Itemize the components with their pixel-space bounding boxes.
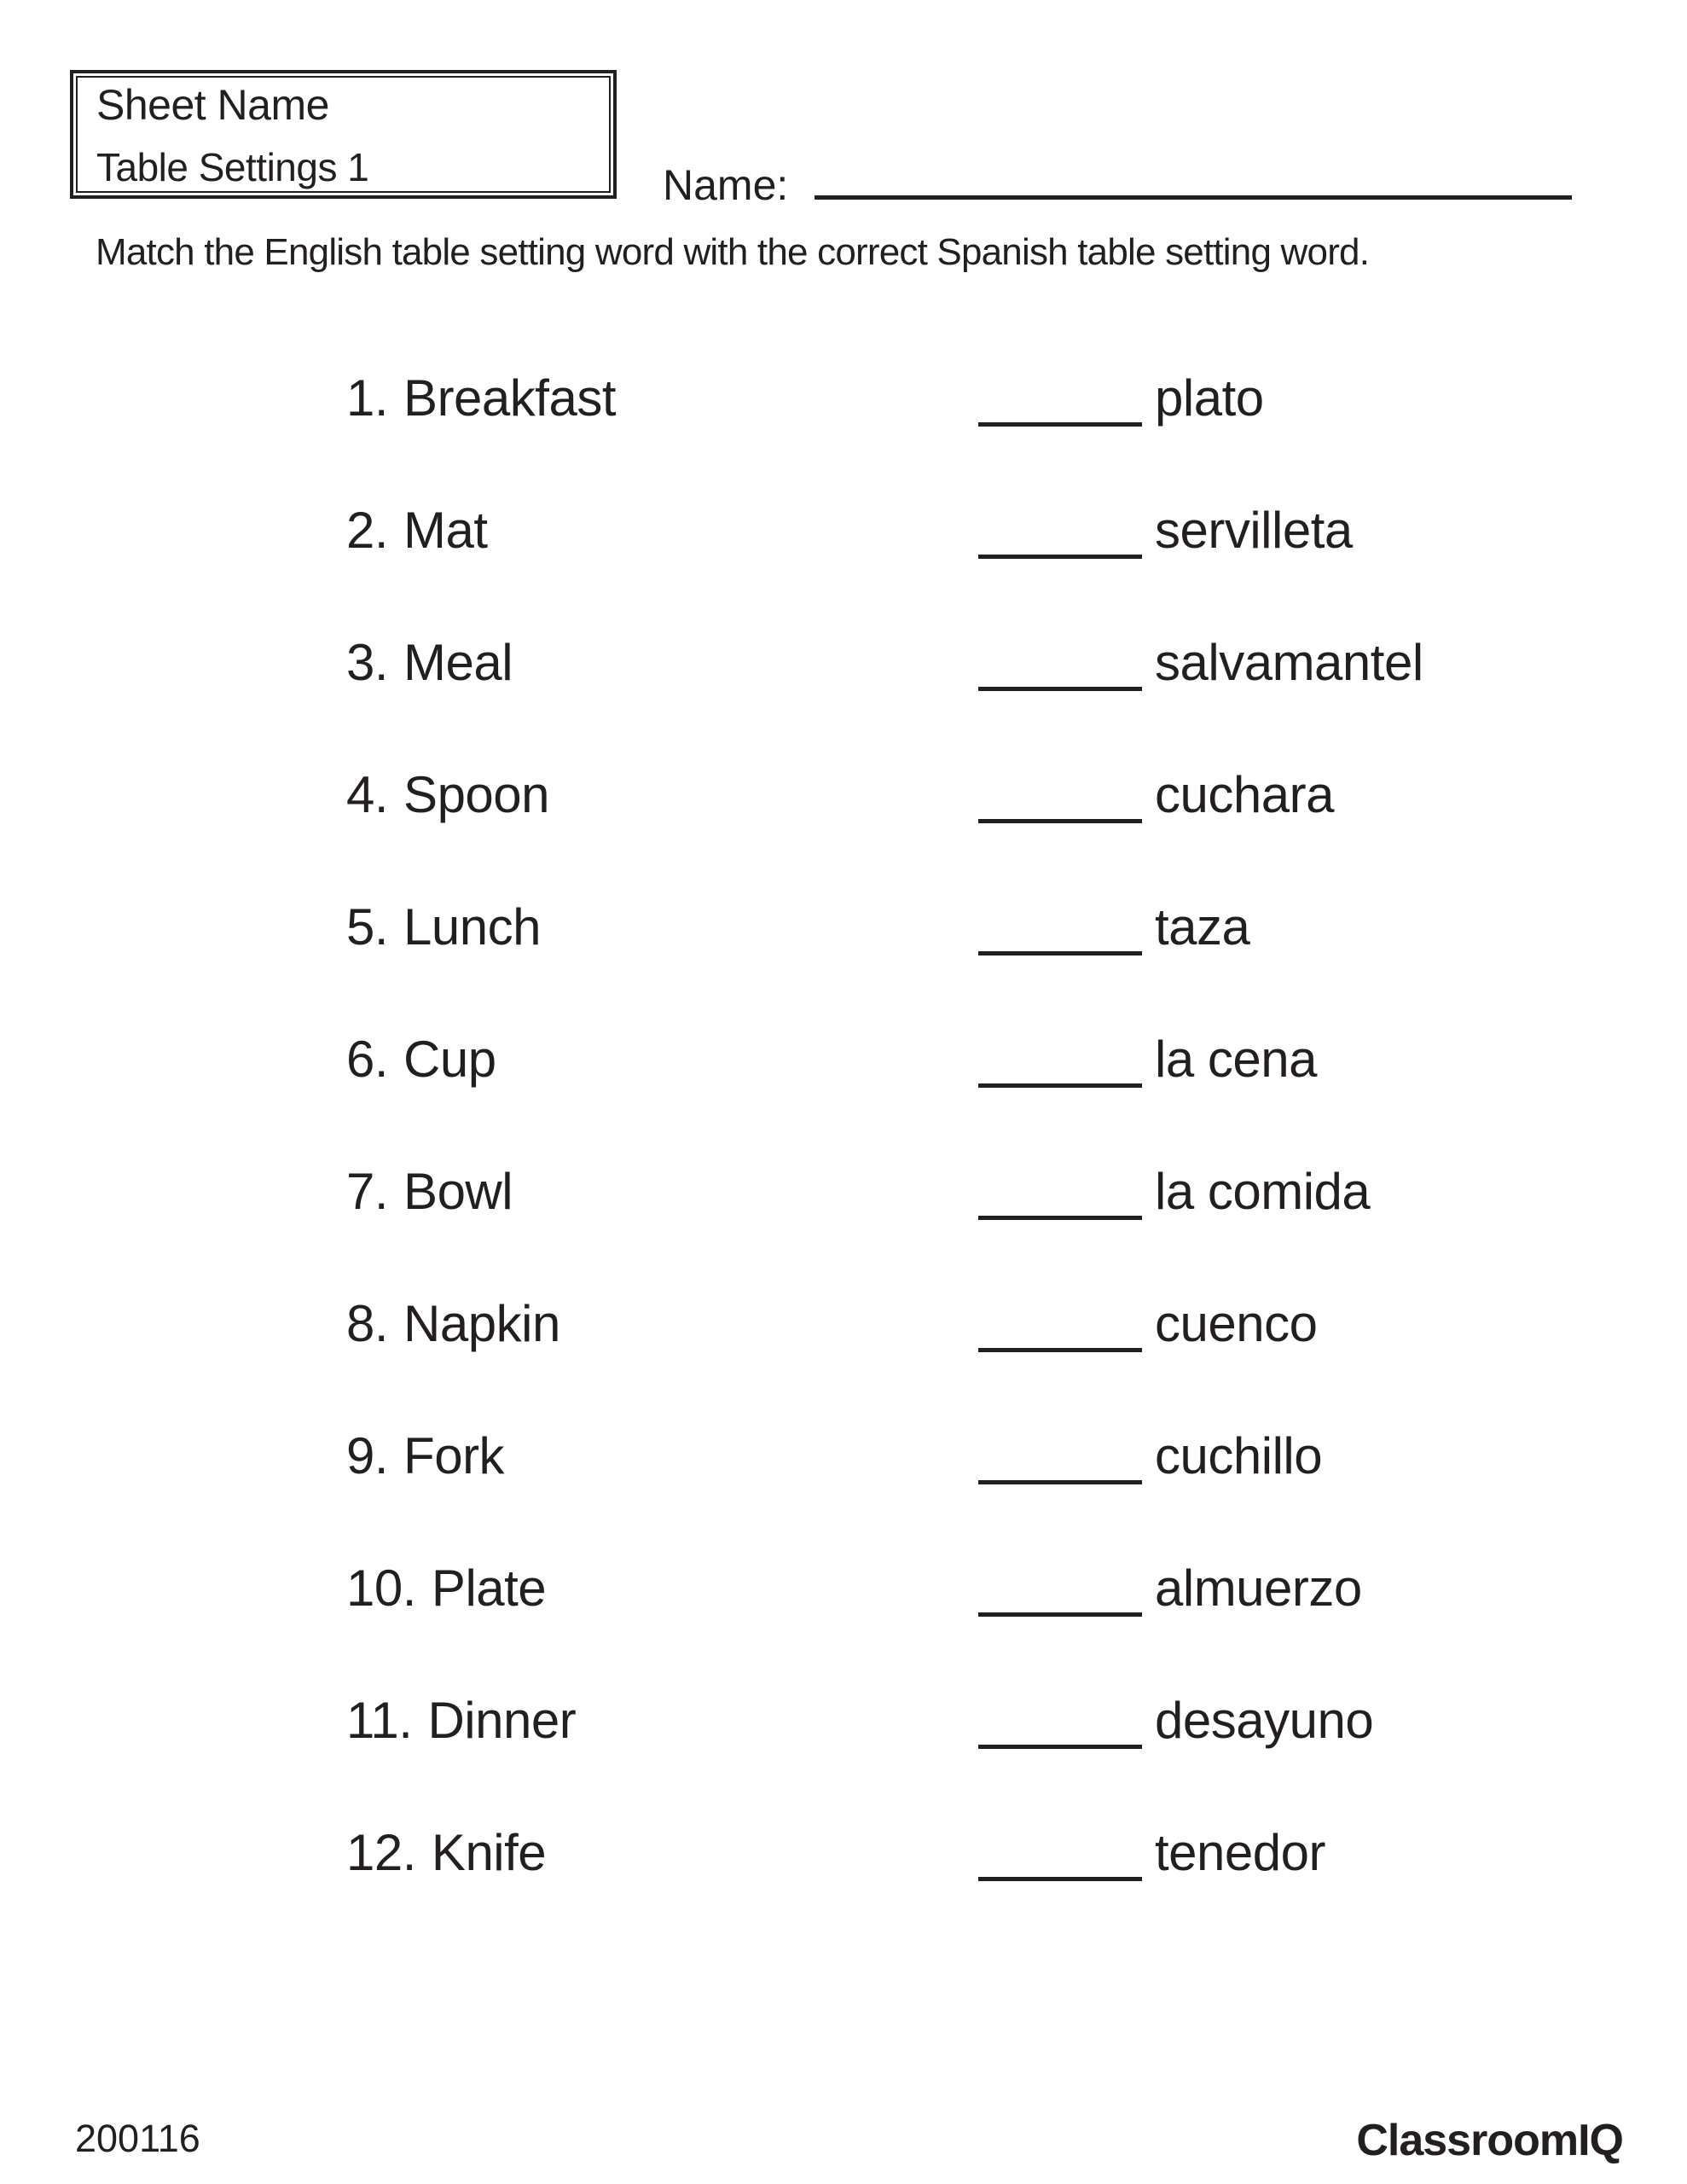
list-item — [0, 636, 1687, 768]
item-number: 1. — [346, 369, 389, 427]
list-item — [0, 1165, 1687, 1297]
english-word: Meal — [403, 634, 513, 691]
english-item — [346, 371, 616, 426]
spanish-word: la comida — [1155, 1163, 1371, 1220]
answer-blank[interactable] — [978, 422, 1142, 427]
spanish-word: desayuno — [1155, 1692, 1374, 1749]
list-item — [0, 1032, 1687, 1165]
answer-blank[interactable] — [978, 819, 1142, 823]
spanish-word: salvamantel — [1155, 634, 1423, 691]
english-word: Napkin — [403, 1295, 560, 1352]
english-word: Spoon — [403, 766, 550, 823]
answer-blank[interactable] — [978, 1083, 1142, 1088]
spanish-item — [978, 1826, 1325, 1881]
answer-blank[interactable] — [978, 1745, 1142, 1749]
english-item — [346, 1561, 546, 1616]
english-item — [346, 1693, 576, 1748]
spanish-item — [978, 1693, 1373, 1749]
item-number: 12. — [346, 1824, 416, 1881]
answer-blank[interactable] — [978, 1216, 1142, 1220]
list-item — [0, 503, 1687, 636]
english-word: Knife — [431, 1824, 547, 1881]
answer-blank[interactable] — [978, 1877, 1142, 1881]
item-number: 2. — [346, 502, 389, 559]
list-item — [0, 1561, 1687, 1693]
answer-blank[interactable] — [978, 1348, 1142, 1352]
english-word: Bowl — [403, 1163, 513, 1220]
answer-blank[interactable] — [978, 1480, 1142, 1484]
spanish-item — [978, 768, 1334, 823]
english-word: Fork — [403, 1427, 505, 1484]
english-word: Plate — [431, 1560, 547, 1617]
spanish-item — [978, 1032, 1317, 1088]
english-item — [346, 900, 541, 955]
spanish-word: taza — [1155, 898, 1250, 956]
item-number: 11. — [346, 1692, 413, 1749]
english-word: Breakfast — [403, 369, 616, 427]
list-item — [0, 1693, 1687, 1826]
spanish-item — [978, 1165, 1370, 1220]
english-word: Mat — [403, 502, 488, 559]
spanish-word: plato — [1155, 369, 1264, 427]
item-number: 9. — [346, 1427, 389, 1484]
list-item — [0, 1429, 1687, 1561]
sheet-title-box — [70, 70, 617, 199]
english-item — [346, 1165, 513, 1219]
spanish-item — [978, 371, 1264, 427]
list-item — [0, 1297, 1687, 1429]
english-word: Dinner — [427, 1692, 577, 1749]
item-number: 6. — [346, 1031, 389, 1088]
spanish-word: servilleta — [1155, 502, 1353, 559]
answer-blank[interactable] — [978, 1612, 1142, 1617]
spanish-word: cuchara — [1155, 766, 1334, 823]
english-word: Cup — [403, 1031, 496, 1088]
answer-blank[interactable] — [978, 687, 1142, 691]
spanish-item — [978, 1297, 1317, 1352]
english-item — [346, 1826, 546, 1880]
spanish-word: cuenco — [1155, 1295, 1318, 1352]
english-item — [346, 1032, 496, 1087]
item-number: 4. — [346, 766, 389, 823]
spanish-item — [978, 1429, 1322, 1484]
item-number: 10. — [346, 1560, 416, 1617]
english-item — [346, 1429, 504, 1484]
english-item — [346, 503, 488, 558]
item-number: 5. — [346, 898, 389, 956]
spanish-word: tenedor — [1155, 1824, 1325, 1881]
worksheet-code: 200116 — [75, 2117, 200, 2160]
item-number: 8. — [346, 1295, 389, 1352]
spanish-item — [978, 1561, 1362, 1617]
english-item — [346, 636, 513, 690]
name-label: Name: — [663, 161, 789, 209]
answer-blank[interactable] — [978, 555, 1142, 559]
list-item — [0, 900, 1687, 1032]
spanish-word: cuchillo — [1155, 1427, 1323, 1484]
name-input-line[interactable] — [815, 195, 1572, 200]
list-item — [0, 371, 1687, 503]
answer-blank[interactable] — [978, 951, 1142, 956]
spanish-item — [978, 636, 1423, 691]
instructions-text: Match the English table setting word with the correct Spanish table setting word. — [96, 231, 1370, 273]
item-number: 7. — [346, 1163, 389, 1220]
spanish-item — [978, 900, 1249, 956]
spanish-item — [978, 503, 1353, 559]
list-item — [0, 1826, 1687, 1958]
english-item — [346, 1297, 560, 1351]
sheet-title-box-inner — [76, 76, 611, 193]
brand-logo: ClassroomIQ — [1356, 2116, 1623, 2165]
matching-list — [0, 371, 1687, 1958]
list-item — [0, 768, 1687, 900]
spanish-word: la cena — [1155, 1031, 1317, 1088]
sheet-title: Table Settings 1 — [96, 145, 369, 189]
english-item — [346, 768, 549, 822]
spanish-word: almuerzo — [1155, 1560, 1362, 1617]
sheet-name-label: Sheet Name — [96, 81, 329, 129]
english-word: Lunch — [403, 898, 542, 956]
item-number: 3. — [346, 634, 389, 691]
